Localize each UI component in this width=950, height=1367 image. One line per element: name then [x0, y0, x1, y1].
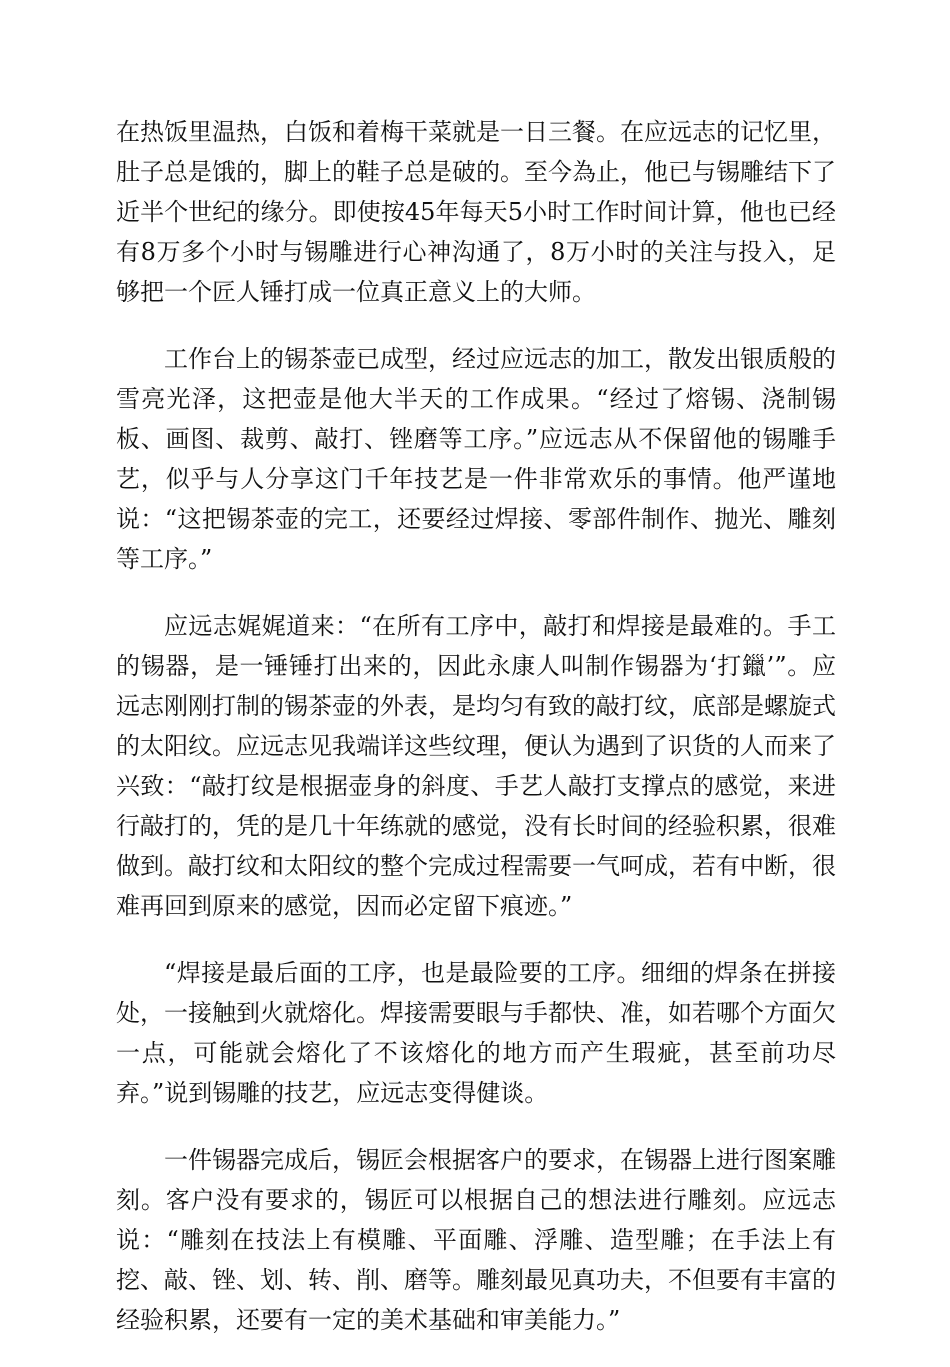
- paragraph-1: 在热饭里温热，白饭和着梅干菜就是一日三餐。在应远志的记忆里，肚子总是饿的，脚上的鞋子总是破的。至今為止，他已与锡雕结下了近半个世纪的缘分。即使按45年每天5小时工作时间计算，他也已经有8万多个小时与锡雕进行心神沟通了，8万小时的关注与投入，足够把一个匠人锤打成一位真正意义上的大师。: [116, 118, 836, 306]
- paragraph-2: 工作台上的锡茶壶已成型，经过应远志的加工，散发出银质般的雪亮光泽，这把壶是他大半天的工作成果。“经过了熔锡、浇制锡板、画图、裁剪、敲打、锉磨等工序。”应远志从不保留他的锡雕手艺，似乎与人分享这门千年技艺是一件非常欢乐的事情。他严谨地说：“这把锡茶壶的完工，还要经过焊接、零部件制作、抛光、雕刻等工序。”: [116, 345, 836, 573]
- paragraph-4: “焊接是最后面的工序，也是最险要的工序。细细的焊条在拼接处，一接触到火就熔化。焊接需要眼与手都快、准，如若哪个方面欠一点，可能就会熔化了不该熔化的地方而产生瑕疵，甚至前功尽弃。”说到锡雕的技艺，应远志变得健谈。: [116, 959, 836, 1107]
- paragraph-3: 应远志娓娓道来：“在所有工序中，敲打和焊接是最难的。手工的锡器，是一锤锤打出来的，因此永康人叫制作锡器为‘打鑞’”。应远志刚刚打制的锡茶壶的外表，是均匀有致的敲打纹，底部是螺旋式的太阳纹。应远志见我端详这些纹理，便认为遇到了识货的人而来了兴致：“敲打纹是根据壶身的斜度、手艺人敲打支撑点的感觉，来进行敲打的，凭的是几十年练就的感觉，没有长时间的经验积累，很难做到。敲打纹和太阳纹的整个完成过程需要一气呵成，若有中断，很难再回到原来的感觉，因而必定留下痕迹。”: [116, 612, 836, 920]
- article-body: [116, 112, 836, 1367]
- paragraph-5: 一件锡器完成后，锡匠会根据客户的要求，在锡器上进行图案雕刻。客户没有要求的，锡匠可以根据自己的想法进行雕刻。应远志说：“雕刻在技法上有模雕、平面雕、浮雕、造型雕；在手法上有挖、敲、锉、划、转、削、磨等。雕刻最见真功夫，不但要有丰富的经验积累，还要有一定的美术基础和审美能力。”: [116, 1146, 836, 1334]
